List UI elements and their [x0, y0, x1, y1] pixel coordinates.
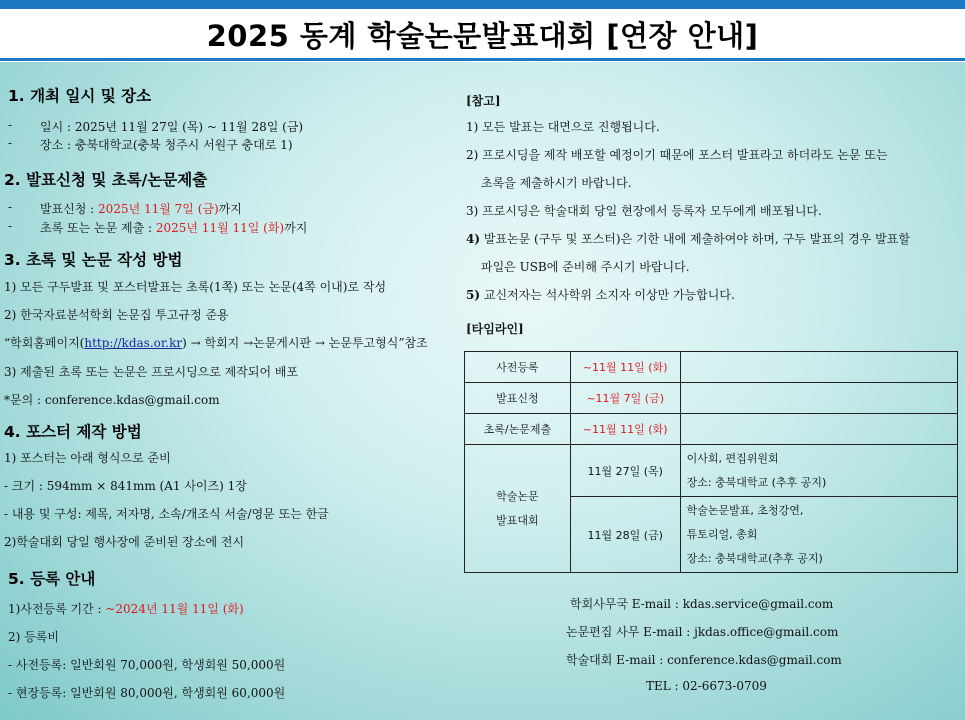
apply-label: 발표신청 :: [40, 202, 99, 216]
submit-label: 초록 또는 논문 제출 :: [40, 221, 156, 235]
timeline-row: [465, 383, 958, 414]
section-2-bullet: -: [8, 200, 13, 214]
section-5-heading: 5. 등록 안내: [8, 570, 96, 588]
note-number: 4): [466, 232, 481, 246]
section-5-fee-prereg: - 사전등록: 일반회원 70,000원, 학생회원 50,000원: [8, 658, 286, 672]
section-4-line: - 내용 및 구성: 제목, 저자명, 소속/개조식 서술/영문 또는 한글: [4, 507, 329, 521]
top-accent-bar: [0, 0, 965, 9]
section-3-line: 3) 제출된 초록 또는 논문은 프로시딩으로 제작되어 배포: [4, 365, 299, 379]
content-area: [0, 62, 965, 720]
submit-suffix: 까지: [284, 221, 308, 235]
notes-heading: [참고]: [466, 94, 501, 108]
timeline-day-detail: [680, 497, 957, 573]
day-detail-line: 장소: 충북대학교 (추후 공지): [686, 475, 827, 489]
event-label-line: 학술논문: [496, 489, 539, 503]
section-4-line: 2)학술대회 당일 행사장에 준비된 장소에 전시: [4, 535, 245, 549]
section-1-heading: 1. 개최 일시 및 장소: [8, 87, 152, 105]
contact-office-email: 학회사무국 E-mail : kdas.service@gmail.com: [570, 597, 834, 611]
note-item: 2) 프로시딩을 제작 배포할 예정이기 때문에 포스터 발표라고 하더라도 논문 또는: [466, 148, 888, 162]
section-5-prereg-period: [8, 600, 244, 617]
section-4-line: 1) 포스터는 아래 형식으로 준비: [4, 451, 171, 465]
timeline-table: [464, 351, 958, 573]
section-1-item-date: 일시 : 2025년 11월 27일 (목) ~ 11월 28일 (금): [40, 120, 304, 134]
section-3-heading: 3. 초록 및 논문 작성 방법: [4, 251, 183, 269]
section-1-item-place: 장소 : 충북대학교(충북 청주시 서원구 충대로 1): [40, 138, 293, 152]
timeline-empty: [680, 383, 957, 414]
prereg-deadline: ~2024년 11월 11일 (화): [105, 602, 244, 616]
section-3-inquiry: *문의 : conference.kdas@gmail.com: [4, 393, 220, 407]
note-text: 발표논문 (구두 및 포스터)은 기한 내에 제출하여야 하며, 구두 발표의 경우 발표할: [480, 232, 910, 246]
homepage-link[interactable]: http://kdas.or.kr: [84, 336, 183, 350]
timeline-date: ~11월 11일 (화): [570, 352, 680, 383]
section-5-fee-onsite: - 현장등록: 일반회원 80,000원, 학생회원 60,000원: [8, 686, 286, 700]
title-bar: [0, 12, 965, 61]
note-item-continued: 초록을 제출하시기 바랍니다.: [481, 176, 632, 190]
section-2-item-apply: [40, 200, 242, 217]
timeline-label: 발표신청: [465, 383, 571, 414]
apply-suffix: 까지: [218, 202, 242, 216]
timeline-date: ~11월 11일 (화): [570, 414, 680, 445]
timeline-empty: [680, 352, 957, 383]
contact-conference-email: 학술대회 E-mail : conference.kdas@gmail.com: [566, 653, 842, 667]
submit-deadline: 2025년 11월 11일 (화): [155, 221, 285, 235]
timeline-row: [465, 352, 958, 383]
event-label-line: 발표대회: [496, 513, 539, 527]
homepage-prefix: “학회홈페이지(: [4, 336, 85, 350]
day-detail-line: 장소: 충북대학교(추후 공지): [686, 551, 823, 565]
section-5-line: 2) 등록비: [8, 630, 59, 644]
section-3-line: 1) 모든 구두발표 및 포스터발표는 초록(1쪽) 또는 논문(4쪽 이내)로 작성: [4, 280, 387, 294]
timeline-label: 사전등록: [465, 352, 571, 383]
timeline-row: [465, 445, 958, 497]
timeline-event-cell: [465, 445, 571, 573]
timeline-date: ~11월 7일 (금): [570, 383, 680, 414]
prereg-label: 1)사전등록 기간 :: [8, 602, 106, 616]
day-detail-line: 튜토리얼, 총회: [686, 527, 758, 541]
section-1-bullet: -: [8, 136, 13, 150]
note-item-continued: 파일은 USB에 준비해 주시기 바랍니다.: [481, 260, 690, 274]
timeline-label: 초록/논문제출: [465, 414, 571, 445]
section-2-heading: 2. 발표신청 및 초록/논문제출: [4, 171, 208, 189]
section-3-line: 2) 한국자료분석학회 논문집 투고규정 준용: [4, 308, 229, 322]
section-4-heading: 4. 포스터 제작 방법: [4, 423, 142, 441]
timeline-day-date: 11월 28일 (금): [570, 497, 680, 573]
section-4-line: - 크기 : 594mm × 841mm (A1 사이즈) 1장: [4, 479, 247, 493]
timeline-heading: [타임라인]: [466, 322, 524, 336]
apply-deadline: 2025년 11월 7일 (금): [98, 202, 219, 216]
section-1-bullet: -: [8, 118, 13, 132]
page-title: 2025 동계 학술논문발표대회 [연장 안내]: [206, 19, 759, 53]
note-number: 5): [466, 288, 481, 302]
homepage-suffix: ) → 학회지 →논문게시판 → 논문투고형식”참조: [182, 336, 428, 350]
contact-editor-email: 논문편집 사무 E-mail : jkdas.office@gmail.com: [566, 625, 839, 639]
note-item: 1) 모든 발표는 대면으로 진행됩니다.: [466, 120, 660, 134]
timeline-day-date: 11월 27일 (목): [570, 445, 680, 497]
day-detail-line: 이사회, 편집위원회: [686, 451, 779, 465]
note-item: [466, 230, 910, 247]
section-2-bullet: -: [8, 219, 13, 233]
note-text: 교신저자는 석사학위 소지자 이상만 가능합니다.: [480, 288, 735, 302]
day-detail-line: 학술논문발표, 초청강연,: [686, 503, 804, 517]
contact-phone: TEL : 02-6673-0709: [646, 679, 767, 693]
section-3-homepage-line: [4, 334, 428, 351]
timeline-day-detail: [680, 445, 957, 497]
timeline-row: [465, 414, 958, 445]
section-2-item-submit: [40, 219, 307, 236]
note-item: [466, 286, 735, 303]
timeline-empty: [680, 414, 957, 445]
note-item: 3) 프로시딩은 학술대회 당일 현장에서 등록자 모두에게 배포됩니다.: [466, 204, 822, 218]
